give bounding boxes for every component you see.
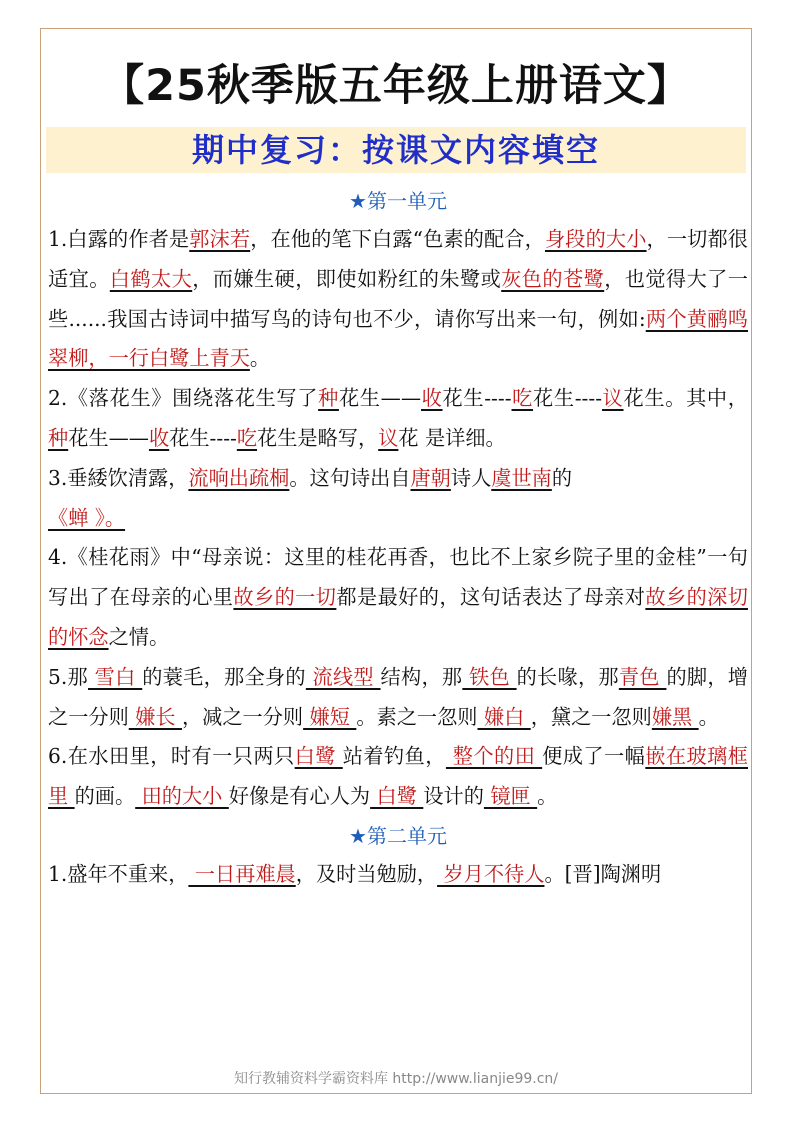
q6-answer-5: 白鹭	[370, 784, 424, 809]
q7-answer-2: 岁月不待人	[437, 861, 545, 886]
q5-text-1: 5.那	[48, 664, 88, 689]
q1-answer-5: 两个黄鹂鸣翠柳，一行白鹭上青天	[48, 306, 748, 371]
q6-answer-1: 白鹭	[294, 744, 343, 769]
q1-answer-2: 身段的大小	[544, 227, 647, 251]
q5-answer-3: 铁色	[462, 664, 517, 689]
q7-text-2: ，及时当勉励，	[295, 861, 438, 886]
question-5	[48, 658, 748, 738]
q6-text-7: 。	[537, 784, 558, 809]
q1-answer-3: 白鹤太大	[109, 266, 193, 291]
q3-text-2: 。这句诗出自	[289, 465, 411, 490]
q4-text-3: 之情。	[108, 624, 170, 649]
q2-text-6: 花生——	[68, 425, 149, 450]
q4-text-1: 4.《桂花雨》中“母亲说：这里的桂花再香，也比不上家乡院子里的金桂”一句写出了在母亲的心里	[48, 545, 748, 610]
footer-watermark: 知行教辅资料学霸资料库 http://www.lianjie99.cn/	[233, 1071, 559, 1087]
question-4	[48, 538, 748, 657]
q1-answer-4: 灰色的苍鹭	[501, 266, 605, 291]
q5-answer-1: 雪白	[87, 664, 143, 689]
q2-answer-4: 议	[602, 386, 624, 411]
q2-text-7: 花生----	[169, 425, 237, 450]
q6-text-2: 站着钓鱼，	[342, 744, 446, 769]
subtitle: 期中复习：按课文内容填空	[191, 131, 600, 169]
q2-answer-1: 种	[318, 386, 339, 411]
q6-text-3: 便成了一幅	[542, 744, 646, 769]
q4-answer-1: 故乡的一切	[233, 585, 337, 610]
q5-answer-6: 嫌短	[303, 704, 357, 729]
q1-text-2: ，在他的笔下白露“色素的配合，	[250, 227, 545, 251]
q2-text-8: 花生是略写，	[257, 425, 379, 450]
q2-answer-8: 议	[378, 425, 399, 450]
worksheet-content	[48, 182, 748, 895]
q2-text-1: 2.《落花生》围绕落花生写了	[48, 386, 319, 411]
q5-text-5: 的脚，增之一分则	[48, 664, 748, 729]
unit-heading-2: ★第二单元	[349, 823, 447, 848]
q5-text-4: 的长喙，那	[516, 664, 619, 689]
q3-answer-2: 唐朝	[410, 465, 451, 490]
q5-text-8: ，黛之一忽则	[530, 704, 652, 729]
q5-answer-5: 嫌长	[128, 704, 182, 729]
page-title: 【25秋季版五年级上册语文】	[101, 61, 691, 111]
q2-answer-7: 吃	[236, 425, 258, 450]
q2-text-3: 花生----	[442, 386, 512, 411]
q3-text-4: 的	[551, 465, 573, 490]
q2-text-2: 花生——	[338, 386, 422, 411]
question-1	[48, 220, 748, 379]
q6-answer-4: 田的大小	[135, 784, 229, 809]
q5-text-2: 的蓑毛，那全身的	[142, 664, 306, 689]
q1-text-6: 。	[249, 346, 271, 371]
q3-answer-4: 《蝉 》。	[48, 505, 126, 530]
q4-answer-2: 故乡的深切的怀念	[48, 585, 748, 649]
q3-text-1: 3.垂緌饮清露，	[48, 465, 189, 490]
q5-text-3: 结构，那	[380, 664, 463, 689]
q3-answer-3: 虞世南	[491, 465, 552, 490]
q5-text-7: 。素之一忽则	[356, 704, 478, 729]
q5-answer-2: 流线型	[305, 664, 381, 689]
q2-text-5: 花生。其中，	[623, 386, 748, 411]
q2-answer-3: 吃	[511, 386, 534, 411]
q3-text-3: 诗人	[450, 465, 492, 490]
q6-text-1: 6.在水田里，时有一只两只	[48, 744, 295, 769]
q5-answer-8: 嫌黑	[651, 704, 699, 729]
q5-text-6: ，减之一分则	[181, 704, 304, 729]
q6-answer-6: 镜匣	[483, 784, 538, 809]
question-3	[48, 459, 748, 539]
q5-answer-4: 青色	[618, 664, 667, 689]
question-7	[48, 855, 748, 895]
q2-text-4: 花生----	[533, 386, 603, 411]
question-6	[48, 737, 748, 817]
q5-text-9: 。	[698, 704, 719, 729]
q2-answer-2: 收	[421, 386, 443, 411]
question-2	[48, 379, 748, 459]
q7-answer-1: 一日再难晨	[188, 861, 296, 886]
q5-answer-7: 嫌白	[477, 704, 531, 729]
q6-text-5: 好像是有心人为	[228, 784, 371, 809]
q1-text-3: ，一切都很适宜。	[48, 227, 748, 291]
q1-text-1: 1.白露的作者是	[48, 227, 190, 251]
q7-text-1: 1.盛年不重来，	[48, 861, 189, 886]
q6-answer-2: 整个的田	[445, 744, 543, 769]
q6-text-6: 设计的	[423, 784, 484, 809]
q2-text-9: 花 是详细。	[398, 425, 506, 450]
q2-answer-5: 种	[48, 425, 69, 450]
q1-answer-1: 郭沫若	[189, 227, 251, 251]
q6-answer-3: 嵌在玻璃框里	[48, 744, 748, 809]
unit-heading-1: ★第一单元	[349, 189, 447, 213]
q1-text-5: ，也觉得大了一些......我国古诗词中描写鸟的诗句也不少，请你写出来一句，例如:	[48, 266, 748, 331]
subtitle-banner	[46, 127, 746, 173]
q4-text-2: 都是最好的，这句话表达了母亲对	[336, 585, 646, 610]
q3-answer-1: 流响出疏桐	[188, 465, 290, 490]
q1-text-4: ，而嫌生硬，即使如粉红的朱鹭或	[192, 266, 502, 291]
q7-text-3: 。[晋]陶渊明	[544, 861, 662, 886]
q2-answer-6: 收	[148, 425, 170, 450]
q6-text-4: 的画。	[74, 784, 136, 809]
